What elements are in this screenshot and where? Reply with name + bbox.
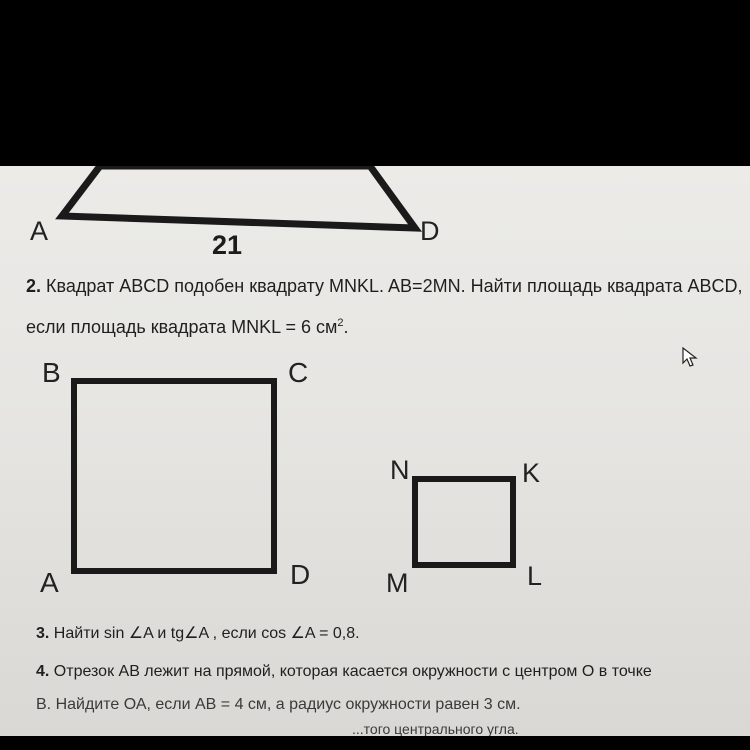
vertex-d: D [290,559,311,590]
problem-3-number: 3. [36,625,50,642]
vertex-k: K [522,458,541,488]
vertex-a-top: A [30,216,49,246]
vertex-b: B [42,357,61,388]
problem-2-superscript: 2 [337,317,344,329]
worksheet-page [0,166,750,736]
vertex-l: L [527,561,543,591]
problem-2-number: 2. [26,276,42,296]
problem-3 [36,624,360,643]
square-mnkl-shape [415,479,513,565]
vertex-a: A [40,567,59,598]
problem-4-line-3: ...того центрального угла. [352,721,519,736]
vertex-d-top: D [420,216,440,246]
problem-2-line-1 [26,276,743,298]
problem-2-text-2-end: . [343,317,349,337]
problem-2-text-1: Квадрат ABCD подобен квадрату MNKL. AB=2MN. Найти площадь квадрата ABCD, [46,276,743,296]
problem-2-line-2 [26,317,349,339]
vertex-n: N [390,455,410,485]
problem-4-number: 4. [36,663,50,680]
geometry-figures [0,166,750,736]
square-abcd-shape [74,381,274,571]
problem-2-text-2: если площадь квадрата MNKL = 6 см [26,317,338,337]
base-length-label: 21 [212,230,243,260]
vertex-c: C [288,357,309,388]
mouse-pointer-icon [682,347,698,367]
problem-4-line-2: B. Найдите ОА, если АВ = 4 см, а радиус окружности равен 3 см. [36,696,521,713]
vertex-m: M [386,568,409,598]
problem-4-line-1 [36,662,652,681]
problem-3-text: Найти sin ∠A и tg∠A , если cos ∠A = 0,8. [53,625,360,642]
problem-4-text-1: Отрезок АВ лежит на прямой, которая касается окружности с центром O в точке [53,663,652,680]
trapezoid-abcd [62,166,415,228]
bottom-border [0,736,750,750]
